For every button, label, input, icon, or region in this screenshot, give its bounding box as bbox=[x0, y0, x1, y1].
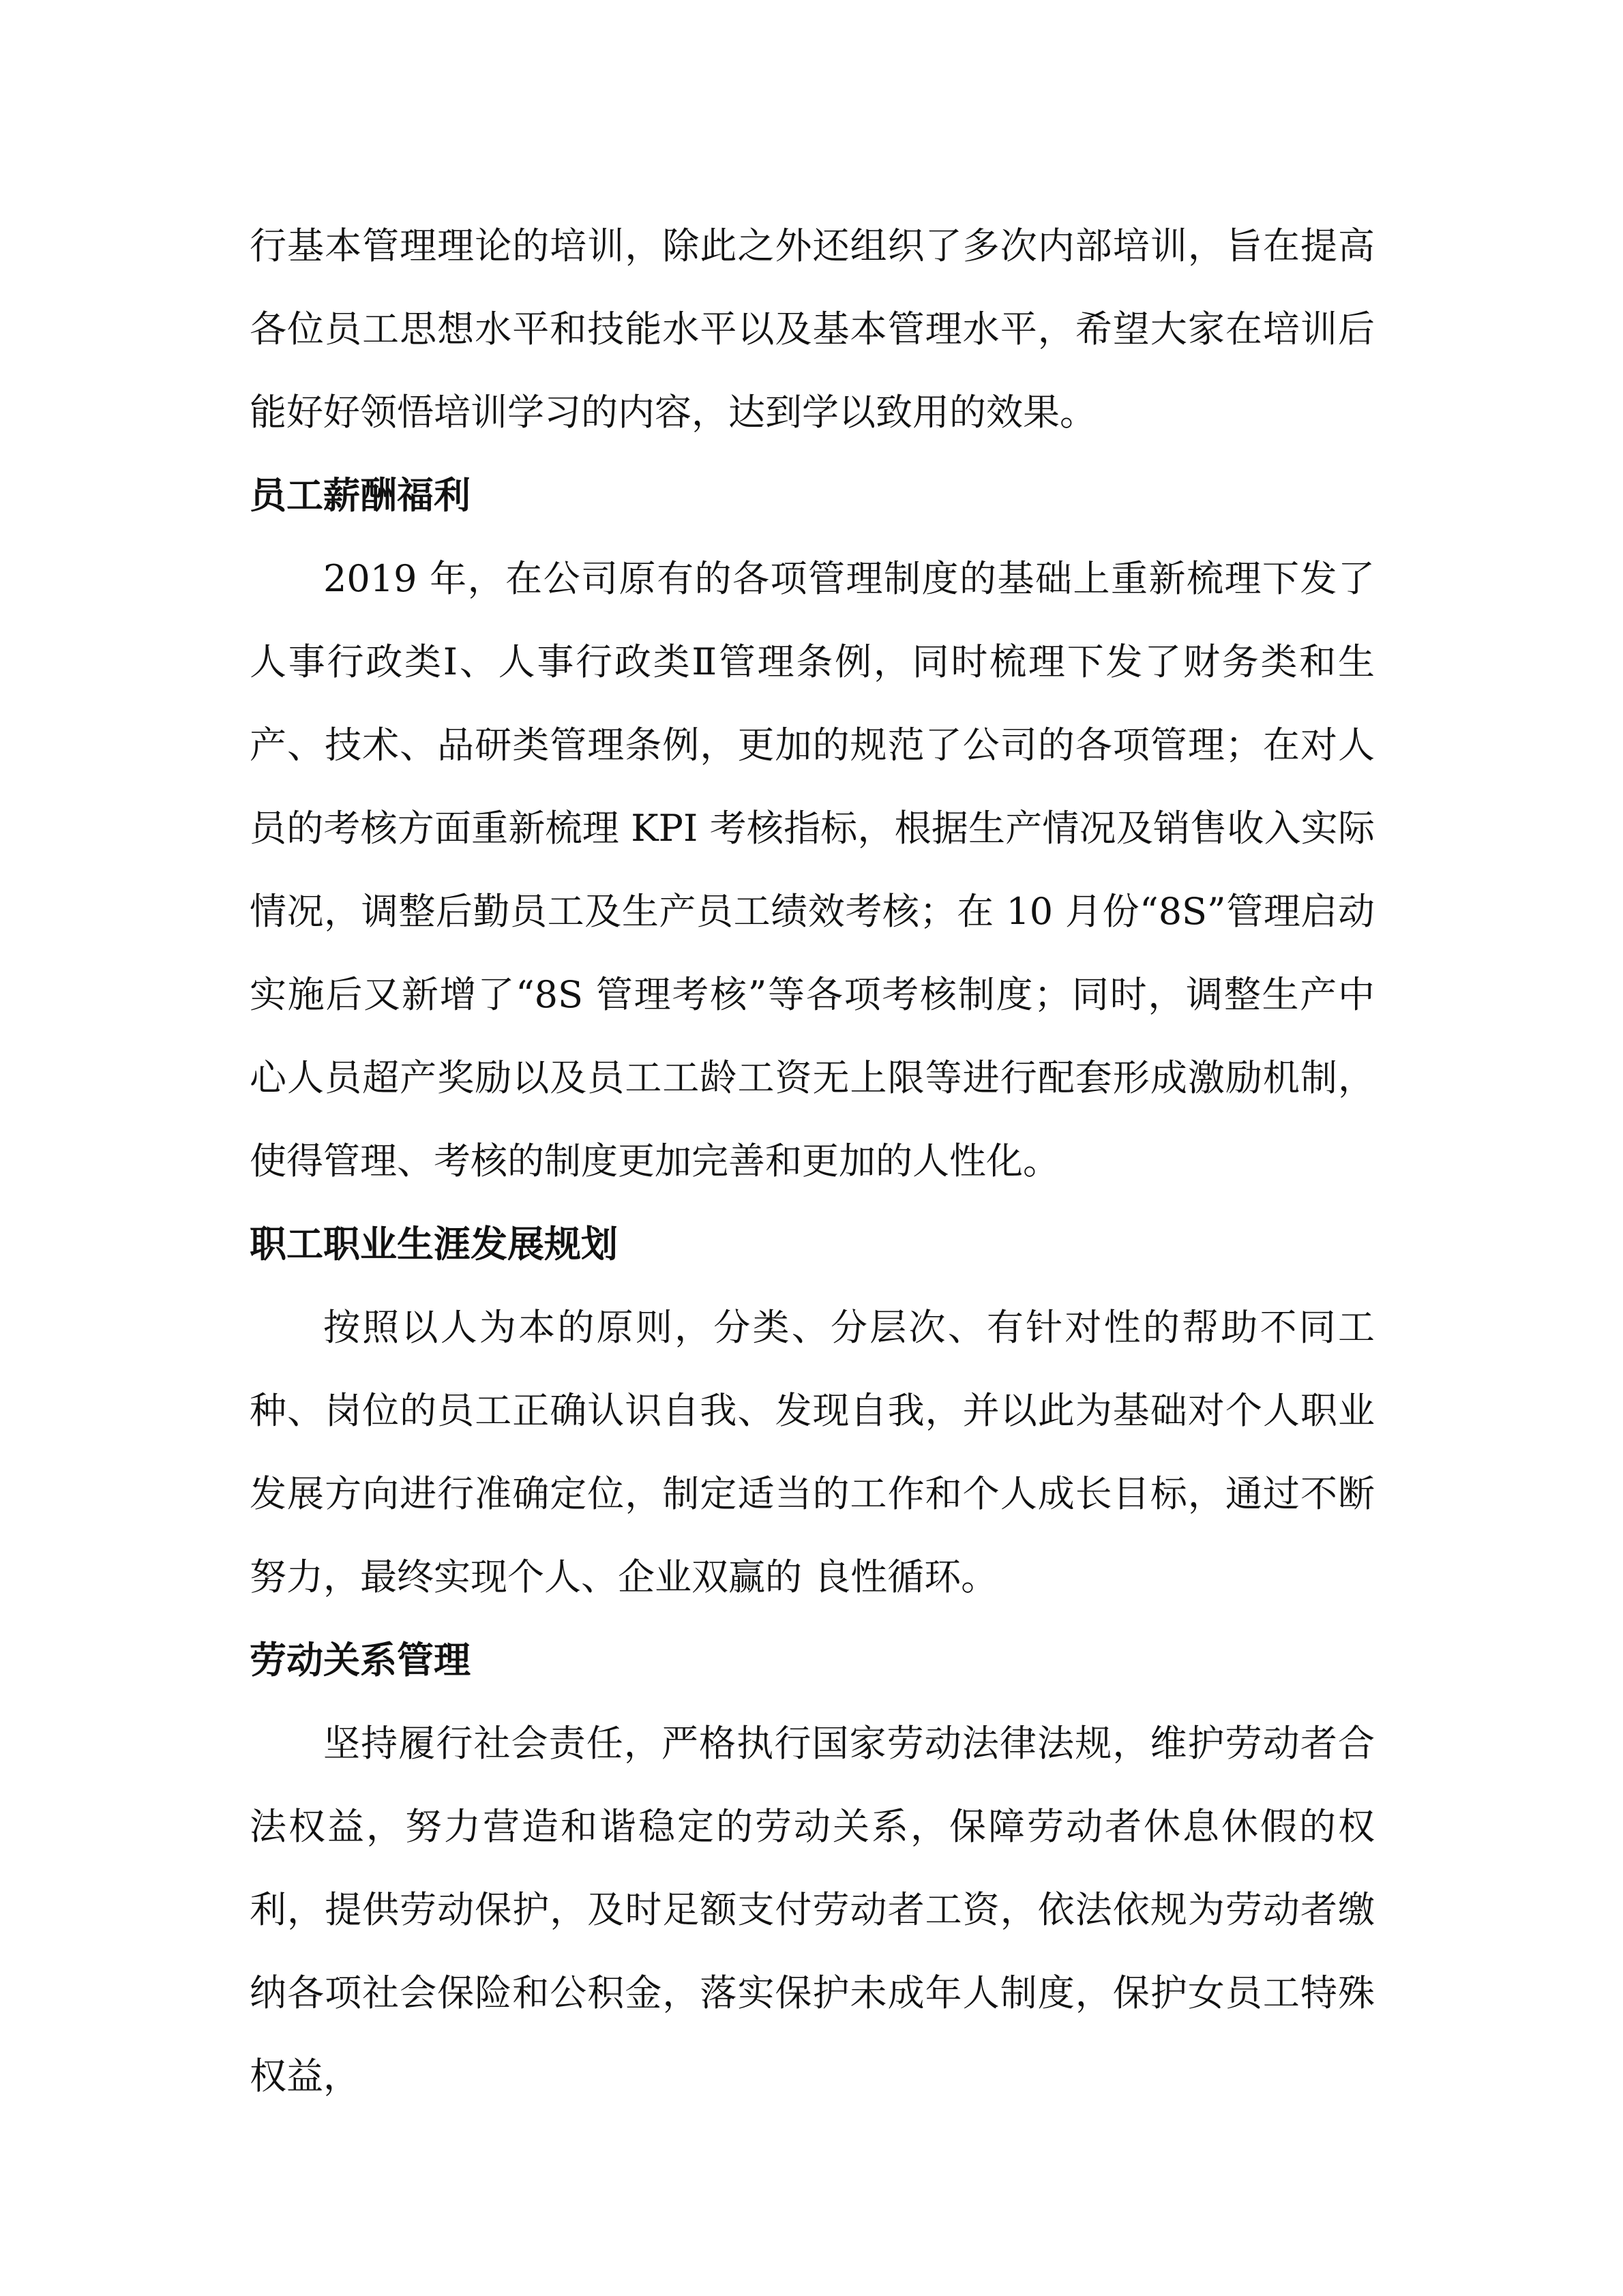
labor-heading: 劳动关系管理 bbox=[250, 1639, 471, 1682]
labor-paragraph: 坚持履行社会责任，严格执行国家劳动法律法规，维护劳动者合法权益，努力营造和谐稳定的劳动关系，保障劳动者休息休假的权利，提供劳动保护，及时足额支付劳动者工资，依法依规为劳动者缴纳各项社会保险和公积金，落实保护未成年人制度，保护女员工特殊权益， bbox=[250, 1722, 1375, 2098]
compensation-paragraph: 2019 年，在公司原有的各项管理制度的基础上重新梳理下发了人事行政类Ⅰ、人事行政类Ⅱ管理条例，同时梳理下发了财务类和生产、技术、品研类管理条例，更加的规范了公司的各项管理；在对人员的考核方面重新梳理 KPI 考核指标，根据生产情况及销售收入实际情况，调整后勤员工及生产员工绩效考核；在 10 月份“8S”管理启动实施后又新增了“8S 管理考核”等各项考核制度；同时，调整生产中心人员超产奖励以及员工工龄工资无上限等进行配套形成激励机制，使得管理、考核的制度更加完善和更加的人性化。 bbox=[250, 557, 1375, 1182]
career-paragraph: 按照以人为本的原则，分类、分层次、有针对性的帮助不同工种、岗位的员工正确认识自我、发现自我，并以此为基础对个人职业发展方向进行准确定位，制定适当的工作和个人成长目标，通过不断努力，最终实现个人、企业双赢的 良性循环。 bbox=[250, 1306, 1375, 1598]
compensation-heading: 员工薪酬福利 bbox=[250, 474, 471, 517]
intro-paragraph: 行基本管理理论的培训，除此之外还组织了多次内部培训，旨在提高各位员工思想水平和技能水平以及基本管理水平，希望大家在培训后能好好领悟培训学习的内容，达到学以致用的效果。 bbox=[250, 224, 1375, 434]
career-heading: 职工职业生涯发展规划 bbox=[250, 1223, 618, 1266]
document-body bbox=[250, 205, 1375, 2118]
